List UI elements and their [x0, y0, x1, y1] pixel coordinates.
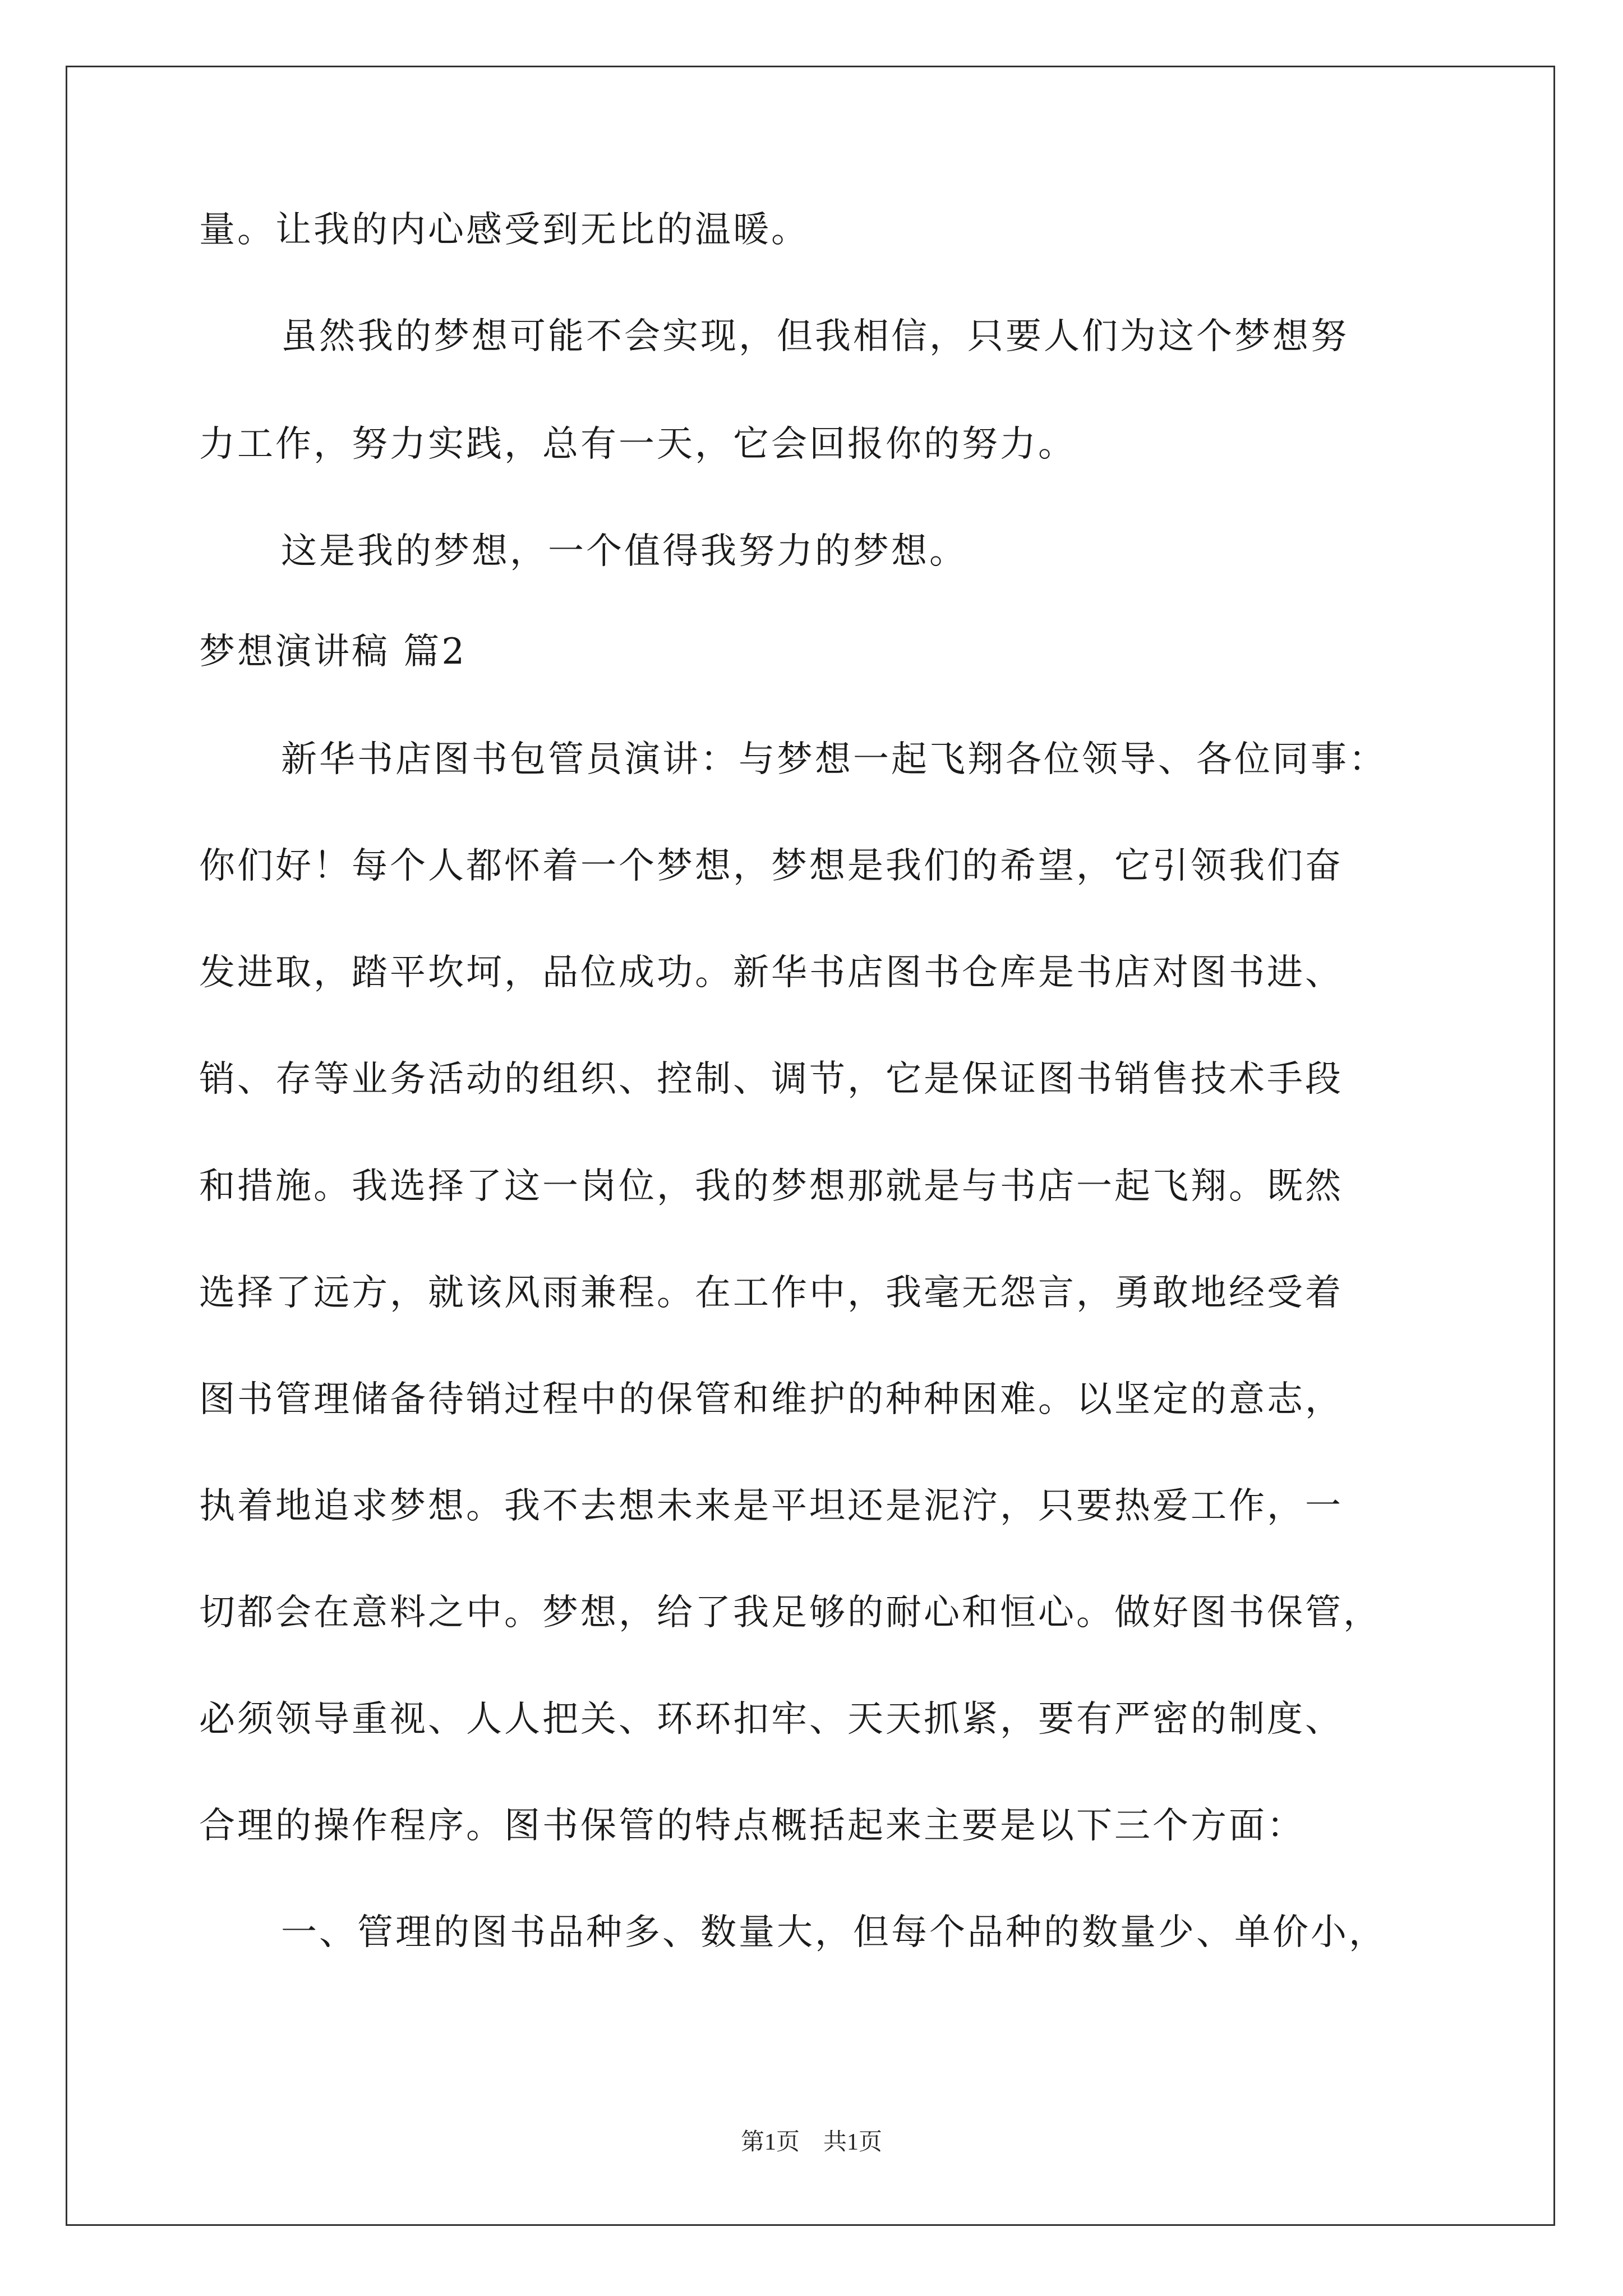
page-number-footer: 第1页 共1页 [740, 2129, 882, 2155]
paragraph-line: 图书管理储备待销过程中的保管和维护的种种困难。以坚定的意志， [199, 1379, 1343, 1420]
paragraph-line: 力工作，努力实践，总有一天，它会回报你的努力。 [199, 424, 1076, 465]
paragraph-line: 切都会在意料之中。梦想，给了我足够的耐心和恒心。做好图书保管， [199, 1592, 1381, 1634]
paragraph-line: 销、存等业务活动的组织、控制、调节，它是保证图书销售技术手段 [199, 1059, 1343, 1100]
paragraph-line: 合理的操作程序。图书保管的特点概括起来主要是以下三个方面： [199, 1805, 1305, 1847]
paragraph-line: 虽然我的梦想可能不会实现，但我相信，只要人们为这个梦想努 [281, 316, 1349, 357]
paragraph-line: 这是我的梦想，一个值得我努力的梦想。 [281, 531, 967, 572]
page-border [66, 66, 1555, 2226]
paragraph-line: 选择了远方，就该风雨兼程。在工作中，我毫无怨言，勇敢地经受着 [199, 1272, 1343, 1314]
paragraph-line: 发进取，踏平坎坷，品位成功。新华书店图书仓库是书店对图书进、 [199, 952, 1343, 993]
section-heading: 梦想演讲稿 篇2 [199, 631, 467, 673]
paragraph-line: 必须领导重视、人人把关、环环扣牢、天天抓紧，要有严密的制度、 [199, 1699, 1343, 1740]
paragraph-line: 新华书店图书包管员演讲：与梦想一起飞翔各位领导、各位同事： [281, 739, 1387, 780]
paragraph-line: 你们好！每个人都怀着一个梦想，梦想是我们的希望，它引领我们奋 [199, 845, 1343, 887]
paragraph-line: 和措施。我选择了这一岗位，我的梦想那就是与书店一起飞翔。既然 [199, 1166, 1343, 1207]
paragraph-line: 一、管理的图书品种多、数量大，但每个品种的数量少、单价小， [281, 1912, 1387, 1953]
paragraph-line: 量。让我的内心感受到无比的温暖。 [199, 209, 809, 251]
paragraph-line: 执着地追求梦想。我不去想未来是平坦还是泥泞，只要热爱工作，一 [199, 1485, 1343, 1527]
